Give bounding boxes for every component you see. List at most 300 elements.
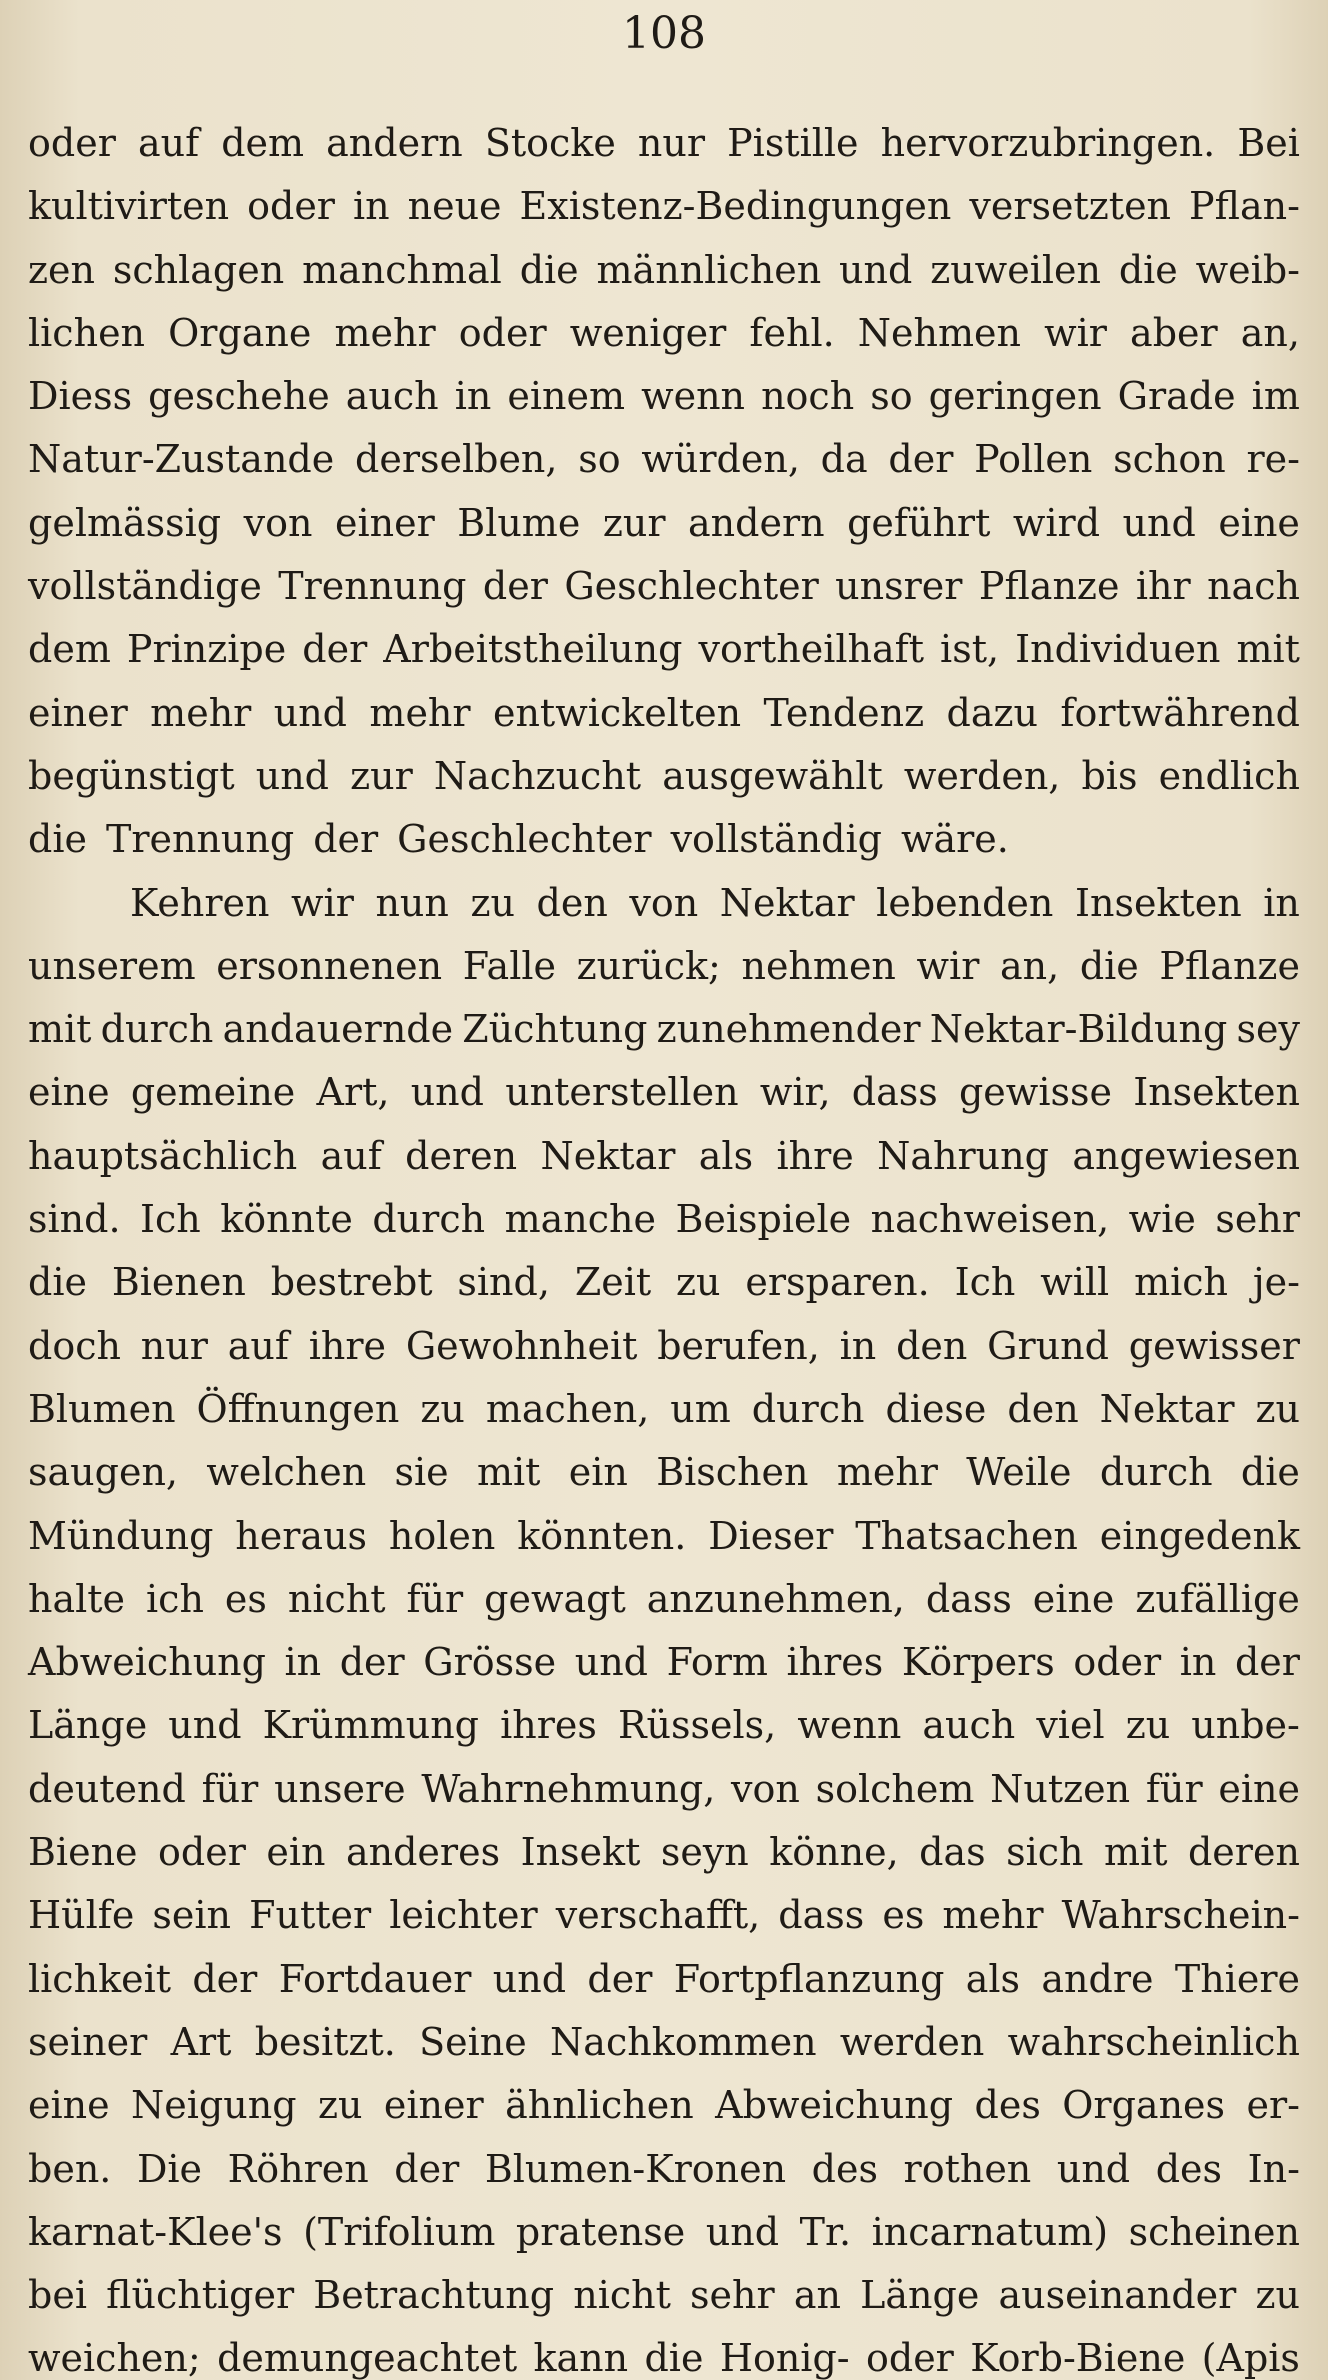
word: und — [1056, 2146, 1131, 2191]
word: ihre — [776, 1133, 854, 1178]
word: zuweilen — [930, 247, 1101, 292]
text-line — [28, 1758, 1300, 1821]
word: unbe- — [1191, 1703, 1300, 1748]
word: Pflanze — [978, 564, 1120, 609]
word: oder — [458, 310, 547, 355]
word: nur — [637, 121, 706, 165]
word: bestrebt — [270, 1260, 433, 1305]
word: Wahrnehmung, — [421, 1766, 716, 1811]
word: bis — [1081, 753, 1138, 798]
word: oder — [247, 184, 335, 229]
word: pratense — [515, 2209, 686, 2254]
word: ich — [146, 1576, 204, 1621]
text-line — [28, 1568, 1300, 1631]
word: ersparen. — [745, 1260, 930, 1305]
word: ersonnenen — [216, 943, 443, 988]
word: oder — [1073, 1640, 1162, 1685]
body-text — [28, 112, 1300, 2380]
word: weichen; — [28, 2336, 201, 2380]
text-line — [28, 112, 1300, 175]
word: unserem — [28, 943, 196, 988]
word: welchen — [206, 1450, 367, 1495]
text-line — [28, 492, 1300, 555]
text-line — [28, 1948, 1300, 2011]
word: saugen, — [28, 1450, 178, 1495]
word: Pistille — [727, 121, 859, 165]
word: würden, — [641, 437, 800, 482]
text-line — [28, 2074, 1300, 2137]
word: Futter — [249, 1893, 372, 1938]
word: kultivirten — [28, 184, 230, 229]
word: (Trifolium — [303, 2209, 496, 2254]
word: sey — [1236, 1007, 1300, 1052]
word: geschehe — [148, 374, 330, 419]
text-line — [28, 935, 1300, 998]
word: Nektar — [540, 1133, 676, 1178]
word: manchmal — [302, 247, 502, 292]
word: Rüssels, — [617, 1703, 777, 1748]
text-line — [28, 555, 1300, 618]
word: sehr — [690, 2273, 775, 2318]
word: fehl. — [749, 310, 835, 355]
word: Nahrung — [877, 1133, 1049, 1178]
word: Geschlechter — [564, 564, 819, 609]
word: seiner — [28, 2019, 148, 2064]
word: nun — [375, 880, 449, 925]
word: rothen — [903, 2146, 1032, 2191]
word: und — [255, 753, 329, 798]
text-line — [28, 1821, 1300, 1884]
word: je- — [1252, 1260, 1300, 1305]
word: Abweichung — [28, 1640, 266, 1685]
word: ausgewählt — [662, 753, 883, 798]
word: ihres — [786, 1640, 884, 1685]
word: mehr — [836, 1450, 938, 1495]
word: zu — [317, 2083, 363, 2128]
text-line — [28, 2327, 1300, 2380]
word: nicht — [287, 1576, 386, 1621]
word: Bei — [1237, 121, 1300, 165]
word: Tendenz — [763, 690, 925, 735]
word: sehr — [1215, 1197, 1300, 1242]
word: gewisser — [1128, 1323, 1300, 1368]
word: so — [578, 437, 621, 482]
word: zufällige — [1135, 1576, 1300, 1621]
word: ähnlichen — [505, 2083, 694, 2128]
word: durch — [751, 1386, 865, 1431]
word: auf — [320, 1133, 382, 1178]
word: Individuen — [1015, 627, 1221, 672]
word: unsere — [274, 1766, 406, 1811]
word: gewagt — [484, 1576, 626, 1621]
word: den — [1007, 1386, 1079, 1431]
word: berufen, — [657, 1323, 820, 1368]
word: sich — [1006, 1830, 1084, 1875]
word: deren — [405, 1133, 518, 1178]
word: der — [302, 627, 368, 672]
word: gelmässig — [28, 500, 222, 545]
word: seyn — [660, 1830, 749, 1875]
word: die — [644, 2336, 704, 2380]
word: im — [1251, 374, 1300, 419]
word: zu — [676, 1260, 721, 1305]
text-line — [28, 618, 1300, 681]
word: wie — [1128, 1197, 1196, 1242]
word: Insekten — [1074, 880, 1242, 925]
word: Nachkommen — [550, 2019, 817, 2064]
word: werden — [839, 2019, 985, 2064]
word: wird — [1012, 500, 1101, 545]
word: den — [536, 880, 608, 925]
word: der — [888, 437, 954, 482]
text-line — [28, 1251, 1300, 1314]
word: wir, — [759, 1070, 831, 1115]
word: nur — [140, 1323, 208, 1368]
text-line — [28, 1061, 1300, 1124]
word: nicht — [573, 2273, 671, 2318]
word: an, — [999, 943, 1060, 988]
word: noch — [761, 374, 855, 419]
text-line — [28, 745, 1300, 808]
word: Grade — [1117, 374, 1236, 419]
word: das — [919, 1830, 986, 1875]
word: lichkeit — [28, 1956, 172, 2001]
word: Röhren — [227, 2146, 369, 2191]
word: könne, — [769, 1830, 899, 1875]
word: Bischen — [656, 1450, 809, 1495]
word: sein — [152, 1893, 232, 1938]
word: ein — [266, 1830, 326, 1875]
word: dem — [28, 627, 111, 672]
word: hervorzubringen. — [880, 121, 1216, 165]
word: ihr — [1135, 564, 1191, 609]
text-line — [28, 1378, 1300, 1441]
word: für — [1145, 1766, 1203, 1811]
word: zu — [1255, 1386, 1300, 1431]
word: andre — [1041, 1956, 1154, 2001]
text-line — [28, 1188, 1300, 1251]
word: zurück; — [576, 943, 721, 988]
word: incarnatum) — [871, 2209, 1109, 2254]
word: an, — [1240, 310, 1300, 355]
word: Abweichung — [715, 2083, 954, 2128]
word: mehr — [334, 310, 436, 355]
word: von — [731, 1766, 800, 1811]
word: bei — [28, 2273, 87, 2318]
word: eine — [28, 2083, 110, 2128]
word: viel — [1036, 1703, 1105, 1748]
word: des — [1155, 2146, 1223, 2191]
word: Ich — [140, 1197, 201, 1242]
word: Fortpflanzung — [673, 1956, 945, 2001]
word: Nektar — [1099, 1386, 1235, 1431]
word: vollständig — [670, 817, 882, 862]
word: Hülfe — [28, 1893, 135, 1938]
word: weib- — [1195, 247, 1300, 292]
word: Geschlechter — [397, 817, 652, 862]
word: solchem — [815, 1766, 975, 1811]
word: einem — [507, 374, 626, 419]
word: entwickelten — [492, 690, 742, 735]
word: Trennung — [278, 564, 467, 609]
word: durch — [372, 1197, 486, 1242]
word: einer — [28, 690, 128, 735]
word: und — [839, 247, 913, 292]
word: manche — [504, 1197, 656, 1242]
word: wäre. — [900, 817, 1009, 862]
word: Weile — [966, 1450, 1072, 1495]
text-line — [28, 2264, 1300, 2327]
word: zur — [350, 753, 413, 798]
word: von — [243, 500, 313, 545]
text-line — [28, 1315, 1300, 1378]
text-line — [28, 1125, 1300, 1188]
word: und — [1122, 500, 1196, 545]
word: der — [192, 1956, 258, 2001]
word: könnten. — [517, 1513, 687, 1558]
word: holen — [388, 1513, 496, 1558]
word: heraus — [235, 1513, 368, 1558]
word: und — [273, 690, 348, 735]
word: Korb-Biene — [970, 2336, 1186, 2380]
word: sind. — [28, 1197, 121, 1242]
word: andauernde — [222, 1007, 454, 1052]
text-line — [28, 872, 1300, 935]
word: in — [1179, 1640, 1217, 1685]
word: und — [410, 1070, 484, 1115]
word: andern — [688, 500, 825, 545]
word: Existenz-Bedingungen — [519, 184, 952, 229]
word: und — [574, 1640, 649, 1685]
word: auch — [922, 1703, 1016, 1748]
word: Züchtung — [462, 1007, 648, 1052]
text-line — [28, 682, 1300, 745]
word: Nutzen — [990, 1766, 1131, 1811]
word: oder — [28, 121, 116, 165]
word: Nektar-Bildung — [929, 1007, 1228, 1052]
word: gemeine — [130, 1070, 296, 1115]
word: männlichen — [596, 247, 822, 292]
word: dazu — [946, 690, 1039, 735]
word: dass — [851, 1070, 938, 1115]
word: um — [670, 1386, 731, 1431]
word: Diess — [28, 374, 133, 419]
word: wenn — [641, 374, 746, 419]
word: durch — [100, 1007, 214, 1052]
page-number: 108 — [622, 8, 706, 59]
word: Beispiele — [675, 1197, 852, 1242]
word: zu — [1125, 1703, 1171, 1748]
word: Blume — [457, 500, 581, 545]
word: Nehmen — [857, 310, 1021, 355]
word: fortwährend — [1060, 690, 1300, 735]
word: schon — [1113, 437, 1226, 482]
word: in — [454, 374, 492, 419]
word: Stocke — [484, 121, 616, 165]
word: demungeachtet — [217, 2336, 518, 2380]
text-line — [28, 365, 1300, 428]
word: zu — [420, 1386, 465, 1431]
word: zu — [470, 880, 515, 925]
word: ihre — [308, 1323, 387, 1368]
word: wir — [916, 943, 980, 988]
word: eingedenk — [1099, 1513, 1300, 1558]
word: karnat-Klee's — [28, 2209, 283, 2254]
text-line — [28, 1884, 1300, 1947]
word: ist, — [940, 627, 1000, 672]
word: des — [974, 2083, 1041, 2128]
word: die — [1240, 1450, 1300, 1495]
word: nach — [1207, 564, 1300, 609]
text-line — [28, 428, 1300, 491]
word: nehmen — [741, 943, 896, 988]
word: halte — [28, 1576, 126, 1621]
word: könnte — [220, 1197, 353, 1242]
word: die — [1079, 943, 1139, 988]
word: Grund — [987, 1323, 1109, 1368]
word: Honig- — [719, 2336, 850, 2380]
word: da — [820, 437, 868, 482]
word: lebenden — [876, 880, 1054, 925]
word: re- — [1246, 437, 1300, 482]
word: und — [168, 1703, 242, 1748]
word: andern — [326, 121, 463, 165]
word: der — [339, 1640, 405, 1685]
text-line — [28, 1441, 1300, 1504]
word: angewiesen — [1072, 1133, 1300, 1178]
word: ben. — [28, 2146, 112, 2191]
text-line — [28, 998, 1300, 1061]
word: der — [1234, 1640, 1300, 1685]
word: und — [492, 1956, 567, 2001]
word: anzunehmen, — [646, 1576, 905, 1621]
word: anderes — [345, 1830, 501, 1875]
text-line — [28, 175, 1300, 238]
word: Zeit — [574, 1260, 652, 1305]
word: unterstellen — [505, 1070, 739, 1115]
word: auch — [345, 374, 439, 419]
word: dass — [925, 1576, 1012, 1621]
word: wir — [291, 880, 354, 925]
word: mich — [1134, 1260, 1229, 1305]
word: mit — [476, 1450, 541, 1495]
word: kann — [533, 2336, 629, 2380]
word: Art, — [316, 1070, 390, 1115]
word: in — [284, 1640, 322, 1685]
word: sind, — [457, 1260, 550, 1305]
word: zu — [1255, 2273, 1300, 2318]
word: eine — [1032, 1576, 1115, 1621]
word: Länge — [28, 1703, 148, 1748]
text-line — [28, 239, 1300, 302]
word: der — [394, 2146, 460, 2191]
word: in — [839, 1323, 877, 1368]
word: von — [629, 880, 699, 925]
word: besitzt. — [254, 2019, 396, 2064]
word: Nektar — [719, 880, 855, 925]
word: Tr. — [799, 2209, 852, 2254]
text-line — [28, 1505, 1300, 1568]
word: doch — [28, 1323, 121, 1368]
word: Seine — [419, 2019, 527, 2064]
word: Blumen — [28, 1386, 176, 1431]
word: mehr — [942, 1893, 1044, 1938]
word: deutend — [28, 1766, 186, 1811]
word: In- — [1247, 2146, 1300, 2191]
word: wahrscheinlich — [1007, 2019, 1300, 2064]
word: Wahrschein- — [1061, 1893, 1300, 1938]
word: mit — [1236, 627, 1300, 672]
word: eine — [1218, 1766, 1300, 1811]
word: ein — [568, 1450, 628, 1495]
word: in — [1263, 880, 1300, 925]
word: ihres — [500, 1703, 597, 1748]
word: versetzten — [969, 184, 1172, 229]
word: will — [1040, 1260, 1110, 1305]
word: er- — [1246, 2083, 1300, 2128]
word: nachweisen, — [870, 1197, 1110, 1242]
word: weniger — [569, 310, 727, 355]
word: gewisse — [958, 1070, 1112, 1115]
word: leichter — [389, 1893, 538, 1938]
word: Trennung — [105, 817, 295, 862]
word: die — [28, 817, 87, 862]
word: Pflan- — [1189, 184, 1300, 229]
word: durch — [1099, 1450, 1213, 1495]
word: Kehren — [130, 880, 270, 925]
word: unsrer — [835, 564, 963, 609]
word: es — [224, 1576, 267, 1621]
word: Betrachtung — [313, 2273, 555, 2318]
word: deren — [1187, 1830, 1300, 1875]
word: werden, — [903, 753, 1061, 798]
word: für — [201, 1766, 259, 1811]
word: Grösse — [423, 1640, 557, 1685]
text-line — [28, 808, 1300, 871]
word: scheinen — [1128, 2209, 1300, 2254]
word: verschafft, — [555, 1893, 761, 1938]
word: der — [482, 564, 548, 609]
text-line — [28, 2201, 1300, 2264]
word: einer — [334, 500, 435, 545]
word: oder — [865, 2336, 954, 2380]
word: diese — [885, 1386, 987, 1431]
word: zur — [602, 500, 666, 545]
word: Biene — [28, 1830, 138, 1875]
word: zunehmender — [656, 1007, 921, 1052]
word: neue — [407, 184, 502, 229]
word: Art — [170, 2019, 232, 2064]
word: Thatsachen — [855, 1513, 1078, 1558]
word: Organe — [168, 310, 312, 355]
word: Natur-Zustande — [28, 437, 335, 482]
word: Länge — [860, 2273, 980, 2318]
word: in — [352, 184, 390, 229]
word: derselben, — [355, 437, 558, 482]
word: auf — [227, 1323, 289, 1368]
word: Pflanze — [1159, 943, 1300, 988]
word: mehr — [150, 690, 252, 735]
text-line — [28, 1631, 1300, 1694]
word: Mündung — [28, 1513, 214, 1558]
word: aber — [1130, 310, 1218, 355]
word: dass — [778, 1893, 865, 1938]
word: geführt — [847, 500, 991, 545]
word: Prinzipe — [126, 627, 287, 672]
word: mit — [1104, 1830, 1168, 1875]
word: der — [587, 1956, 653, 2001]
word: für — [406, 1576, 464, 1621]
